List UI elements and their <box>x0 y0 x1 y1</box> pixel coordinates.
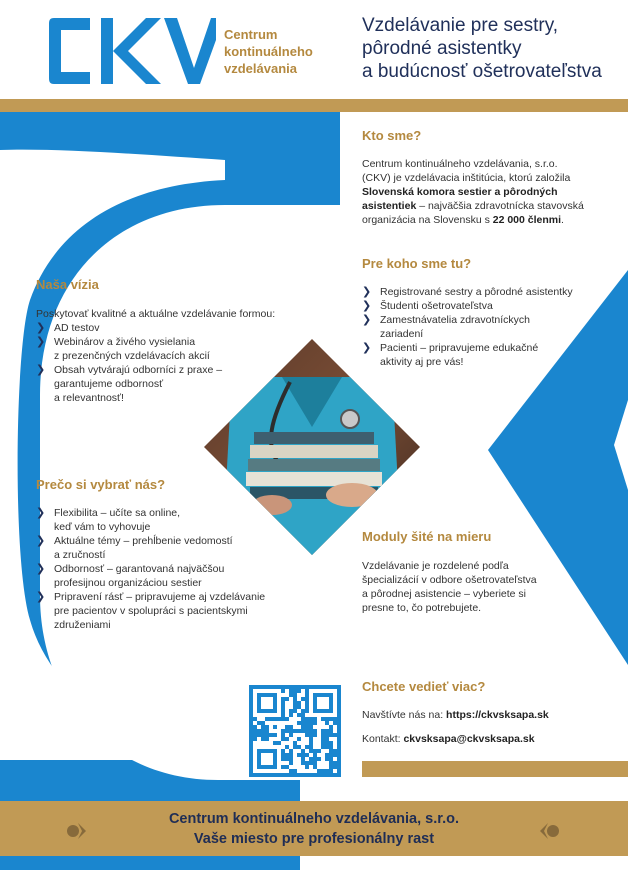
list-item-text: Aktuálne témy – prehĺbenie vedomostí <box>54 535 233 547</box>
moduly-line: presne to, čo potrebujete. <box>362 602 482 614</box>
chevron-right-icon: ❯ <box>362 314 372 326</box>
kto-sme-bold: Slovenská komora sestier a pôrodných <box>362 186 558 198</box>
list-item-text: a zručností <box>54 549 106 561</box>
list-item <box>36 562 265 590</box>
list-item <box>36 335 222 363</box>
list-item <box>36 534 265 562</box>
logo-wordmark <box>224 26 313 77</box>
kto-sme-heading: Kto sme? <box>362 128 422 143</box>
web-label: Navštívte nás na: <box>362 709 447 721</box>
list-item-text: profesijnou organizáciou sestier <box>54 577 202 589</box>
chevron-right-icon: ❯ <box>36 322 46 334</box>
list-item-text: Študenti ošetrovateľstva <box>380 300 493 312</box>
vizia-intro: Poskytovať kvalitné a aktuálne vzdelávanie formou: <box>36 308 276 320</box>
title-line: a budúcnosť ošetrovateľstva <box>362 61 602 82</box>
list-item-text: Webinárov a živého vysielania <box>54 336 196 348</box>
preco-heading: Prečo si vybrať nás? <box>36 477 166 492</box>
chevron-right-icon: ❯ <box>36 591 46 603</box>
web-line <box>362 708 549 722</box>
kto-sme-text <box>362 157 624 227</box>
chevron-right-icon <box>66 822 92 840</box>
list-item-text: AD testov <box>54 322 100 334</box>
preco-list <box>36 506 265 632</box>
list-item-text: Pripravení rásť – pripravujeme aj vzdelávanie <box>54 591 266 603</box>
kto-sme-line: (CKV) je vzdelávacia inštitúcia, ktorú založila <box>362 172 571 184</box>
chevron-right-icon: ❯ <box>36 336 46 348</box>
moduly-text <box>362 559 537 615</box>
list-item <box>36 506 265 534</box>
header-divider <box>0 99 628 112</box>
list-item-text: Obsah vytvárajú odborníci z praxe – <box>54 364 223 376</box>
list-item <box>36 363 222 405</box>
website-link[interactable]: https://ckvsksapa.sk <box>446 709 549 721</box>
logo-line: kontinuálneho <box>224 44 313 59</box>
chevron-left-icon <box>534 822 560 840</box>
list-item <box>36 321 222 335</box>
list-item-text: Flexibilita – učíte sa online, <box>54 507 181 519</box>
chevron-right-icon: ❯ <box>36 507 46 519</box>
kontakt-heading: Chcete vedieť viac? <box>362 679 486 694</box>
chevron-right-icon: ❯ <box>36 364 46 376</box>
kto-sme-line: organizácia na Slovensku s <box>362 214 493 226</box>
footer-line: Centrum kontinuálneho vzdelávania, s.r.o. <box>168 811 460 827</box>
logo-line: vzdelávania <box>224 61 297 76</box>
list-item-text: garantujeme odbornosť <box>54 378 164 390</box>
chevron-right-icon: ❯ <box>362 342 372 354</box>
title-line: Vzdelávanie pre sestry, <box>362 15 559 36</box>
chevron-right-icon: ❯ <box>36 563 46 575</box>
moduly-line: a pôrodnej asistencie – vyberiete si <box>362 588 527 600</box>
list-item-text: a relevantnosť! <box>54 392 124 404</box>
title-line: pôrodné asistentky <box>362 38 522 59</box>
list-item-text: Odbornosť – garantovaná najväčšou <box>54 563 225 575</box>
qr-code-icon[interactable] <box>249 685 341 777</box>
mail-line <box>362 732 535 746</box>
moduly-line: Vzdelávanie je rozdelené podľa <box>362 560 509 572</box>
moduly-line: špecializácií v odbore ošetrovateľstva <box>362 574 537 586</box>
list-item-text: Registrované sestry a pôrodné asistentky <box>380 286 573 298</box>
list-item-text: Zamestnávatelia zdravotníckych <box>380 314 530 326</box>
chevron-right-icon: ❯ <box>362 286 372 298</box>
vizia-heading: Naša vízia <box>36 277 99 292</box>
list-item <box>36 590 265 632</box>
kto-sme-line: Centrum kontinuálneho vzdelávania, s.r.o. <box>362 158 558 170</box>
vizia-list <box>36 321 222 405</box>
footer-line: Vaše miesto pre profesionálny rast <box>193 831 435 847</box>
page-title <box>362 14 624 83</box>
pre-koho-heading: Pre koho sme tu? <box>362 256 472 271</box>
kto-sme-line: . <box>561 214 564 226</box>
contact-divider <box>362 761 628 777</box>
kto-sme-line: – najväčšia zdravotnícka stavovská <box>416 200 584 212</box>
moduly-heading: Moduly šité na mieru <box>362 529 492 544</box>
list-item-text: zariadení <box>380 328 424 340</box>
list-item <box>362 285 573 299</box>
list-item <box>362 299 573 313</box>
ckv-logo-icon <box>46 12 216 90</box>
mail-label: Kontakt: <box>362 733 404 745</box>
chevron-right-icon: ❯ <box>36 535 46 547</box>
list-item-text: pre pacientov v spolupráci s pacientskymi <box>54 605 248 617</box>
logo-line: Centrum <box>224 27 278 42</box>
list-item-text: združeniami <box>54 619 111 631</box>
kto-sme-bold: asistentiek <box>362 200 417 212</box>
list-item-text: z prezenčných vzdelávacích akcií <box>54 350 210 362</box>
list-item-text: aktivity aj pre vás! <box>380 356 464 368</box>
chevron-right-icon: ❯ <box>362 300 372 312</box>
kto-sme-bold: 22 000 členmi <box>492 214 562 226</box>
list-item-text: keď vám to vyhovuje <box>54 521 151 533</box>
list-item-text: Pacienti – pripravujeme edukačné <box>380 342 539 354</box>
email-link[interactable]: ckvsksapa@ckvsksapa.sk <box>403 733 535 745</box>
